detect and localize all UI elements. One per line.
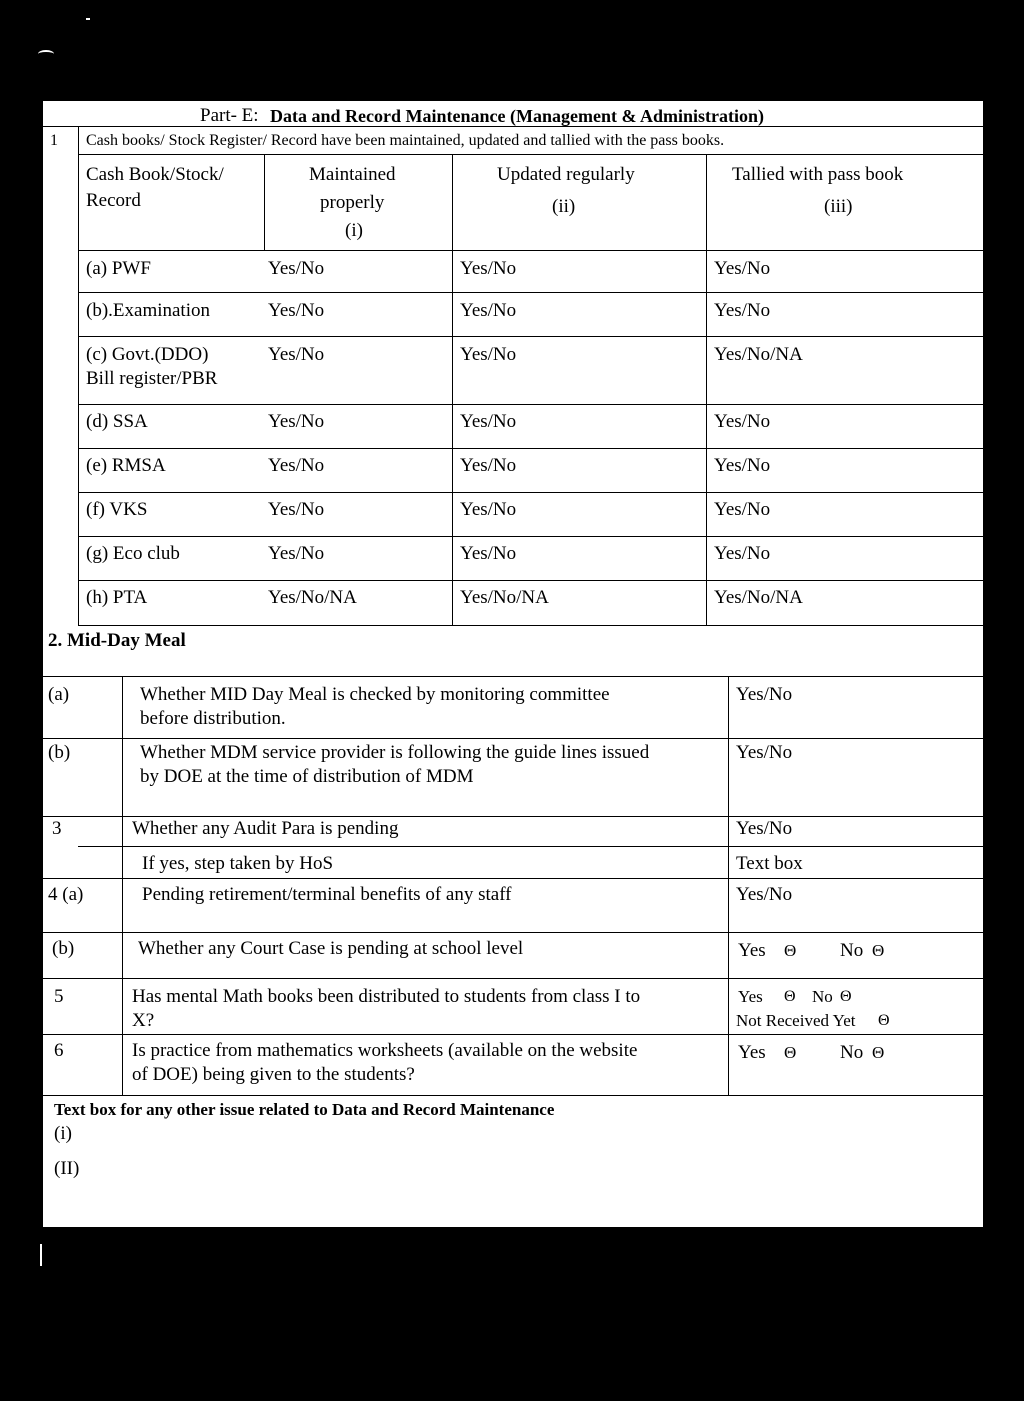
table-rule	[42, 878, 984, 879]
maintained-value[interactable]: Yes/No	[268, 455, 325, 476]
worksheets-no-label: No	[840, 1042, 864, 1063]
table-rule	[78, 336, 984, 337]
court-no-label: No	[840, 940, 864, 961]
record-label: (g) Eco club	[86, 543, 180, 564]
tallied-value[interactable]: Yes/No	[714, 258, 771, 279]
math-books-no-label: No	[812, 987, 833, 1006]
tallied-value[interactable]: Yes/No	[714, 411, 771, 432]
record-label-line2: Bill register/PBR	[86, 368, 218, 389]
mdm-heading: 2. Mid-Day Meal	[48, 630, 186, 651]
table-rule	[78, 404, 984, 405]
updated-value[interactable]: Yes/No	[460, 411, 517, 432]
table-rule	[122, 676, 123, 818]
table-rule	[42, 126, 984, 127]
updated-value[interactable]: Yes/No	[460, 543, 517, 564]
table-border	[42, 1227, 984, 1228]
math-books-no-radio[interactable]: Θ	[840, 988, 852, 1005]
other-issue-ii[interactable]: (II)	[54, 1158, 80, 1179]
table-rule	[42, 932, 984, 933]
math-books-yes-radio[interactable]: Θ	[784, 988, 796, 1005]
table-rule	[78, 846, 984, 847]
scan-mark	[86, 18, 90, 20]
scan-mark	[38, 50, 54, 58]
maintained-value[interactable]: Yes/No	[268, 411, 325, 432]
record-label: (f) VKS	[86, 499, 148, 520]
worksheets-yes-radio[interactable]: Θ	[784, 1043, 797, 1062]
tallied-value[interactable]: Yes/No/NA	[714, 587, 803, 608]
retirement-answer[interactable]: Yes/No	[736, 884, 793, 905]
maintained-value[interactable]: Yes/No	[268, 543, 325, 564]
maintained-value[interactable]: Yes/No	[268, 300, 325, 321]
table-border	[983, 100, 984, 1228]
table-rule	[78, 154, 984, 155]
record-label: (c) Govt.(DDO)	[86, 344, 209, 365]
header-maintained: (i)	[345, 220, 363, 241]
other-issues-title: Text box for any other issue related to Data and Record Maintenance	[54, 1100, 555, 1119]
audit-step-textbox[interactable]: Text box	[736, 853, 803, 874]
header-updated: Updated regularly	[497, 164, 635, 185]
header-record: Cash Book/Stock/	[86, 164, 224, 185]
table-rule	[78, 126, 79, 626]
mdm-a-question: before distribution.	[140, 708, 286, 729]
part-label: Part- E:	[200, 105, 259, 126]
table-rule	[706, 154, 707, 250]
maintained-value[interactable]: Yes/No/NA	[268, 587, 357, 608]
record-label: (a) PWF	[86, 258, 151, 279]
item-number: 1	[50, 132, 58, 149]
tallied-value[interactable]: Yes/No/NA	[714, 344, 803, 365]
math-books-question: X?	[132, 1010, 155, 1031]
audit-question: Whether any Audit Para is pending	[132, 818, 399, 839]
tallied-value[interactable]: Yes/No	[714, 455, 771, 476]
mdm-b-number: (b)	[48, 742, 71, 763]
court-number: (b)	[52, 938, 75, 959]
math-books-not-received-radio[interactable]: Θ	[878, 1012, 890, 1029]
table-rule	[78, 448, 984, 449]
record-label: (b).Examination	[86, 300, 210, 321]
record-label: (d) SSA	[86, 411, 148, 432]
part-title: Data and Record Maintenance (Management & Administration)	[270, 106, 764, 126]
form-page	[42, 100, 984, 1228]
other-issue-i[interactable]: (i)	[54, 1123, 72, 1144]
updated-value[interactable]: Yes/No	[460, 300, 517, 321]
table-rule	[264, 154, 265, 250]
court-question: Whether any Court Case is pending at school level	[138, 938, 524, 959]
table-rule	[78, 625, 984, 626]
scan-mark	[40, 1244, 42, 1266]
table-border	[42, 100, 43, 1228]
table-rule	[42, 1034, 984, 1035]
table-rule	[42, 816, 984, 817]
mdm-b-question: by DOE at the time of distribution of MDM	[140, 766, 474, 787]
mdm-b-question: Whether MDM service provider is following the guide lines issued	[140, 742, 650, 763]
tallied-value[interactable]: Yes/No	[714, 300, 771, 321]
audit-answer[interactable]: Yes/No	[736, 818, 793, 839]
item1-text: Cash books/ Stock Register/ Record have been maintained, updated and tallied with the pass books.	[86, 132, 725, 149]
table-rule	[78, 492, 984, 493]
table-rule	[78, 536, 984, 537]
header-maintained: Maintained	[309, 164, 396, 185]
table-rule	[728, 816, 729, 1096]
maintained-value[interactable]: Yes/No	[268, 344, 325, 365]
updated-value[interactable]: Yes/No	[460, 499, 517, 520]
worksheets-question: of DOE) being given to the students?	[132, 1064, 415, 1085]
record-label: (e) RMSA	[86, 455, 166, 476]
header-maintained: properly	[320, 192, 385, 213]
mdm-a-number: (a)	[48, 684, 70, 705]
worksheets-number: 6	[54, 1040, 64, 1061]
table-rule	[42, 978, 984, 979]
table-rule	[452, 154, 453, 250]
math-books-number: 5	[54, 986, 64, 1007]
table-rule	[42, 676, 984, 677]
table-rule	[78, 292, 984, 293]
court-yes-label: Yes	[738, 940, 766, 961]
table-rule	[728, 676, 729, 818]
retirement-number: 4 (a)	[48, 884, 84, 905]
math-books-yes-label: Yes	[738, 987, 763, 1006]
tallied-value[interactable]: Yes/No	[714, 543, 771, 564]
audit-step-label: If yes, step taken by HoS	[142, 853, 334, 874]
header-updated: (ii)	[552, 196, 576, 217]
table-rule	[452, 250, 453, 626]
table-rule	[42, 1095, 984, 1096]
table-rule	[42, 738, 984, 739]
court-yes-radio[interactable]: Θ	[784, 941, 797, 960]
table-rule	[985, 154, 986, 626]
audit-number: 3	[52, 818, 62, 839]
tallied-value[interactable]: Yes/No	[714, 499, 771, 520]
table-border	[42, 100, 984, 101]
worksheets-question: Is practice from mathematics worksheets (available on the website	[132, 1040, 638, 1061]
court-no-radio[interactable]: Θ	[872, 941, 885, 960]
math-books-not-received-label: Not Received Yet	[736, 1011, 856, 1030]
table-rule	[78, 250, 984, 251]
header-tallied: (iii)	[824, 196, 853, 217]
mdm-a-answer[interactable]: Yes/No	[736, 684, 793, 705]
math-books-question: Has mental Math books been distributed to students from class I to	[132, 986, 641, 1007]
maintained-value[interactable]: Yes/No	[268, 499, 325, 520]
mdm-b-answer[interactable]: Yes/No	[736, 742, 793, 763]
header-record: Record	[86, 190, 141, 211]
updated-value[interactable]: Yes/No	[460, 455, 517, 476]
worksheets-yes-label: Yes	[738, 1042, 766, 1063]
maintained-value[interactable]: Yes/No	[268, 258, 325, 279]
header-tallied: Tallied with pass book	[732, 164, 904, 185]
updated-value[interactable]: Yes/No/NA	[460, 587, 549, 608]
worksheets-no-radio[interactable]: Θ	[872, 1043, 885, 1062]
updated-value[interactable]: Yes/No	[460, 344, 517, 365]
table-rule	[706, 250, 707, 626]
mdm-a-question: Whether MID Day Meal is checked by monitoring committee	[140, 684, 610, 705]
table-rule	[78, 580, 984, 581]
table-rule	[122, 816, 123, 1096]
updated-value[interactable]: Yes/No	[460, 258, 517, 279]
retirement-question: Pending retirement/terminal benefits of any staff	[142, 884, 512, 905]
record-label: (h) PTA	[86, 587, 148, 608]
